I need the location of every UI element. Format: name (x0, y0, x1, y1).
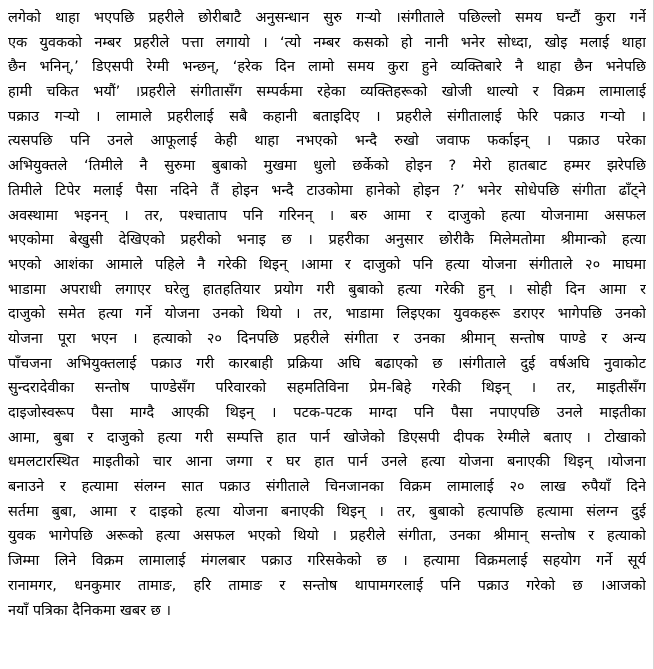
text-line: दाजुको समेत हत्या गर्ने योजना उनको थियो । तर, भाडामा लिइएका युवकहरू डराएर भागेपछि उनको (8, 306, 646, 323)
text-line: एक युवकको नम्बर प्रहरीले पत्ता लगायो । ‘त्यो नम्बर कसको हो नानी भनेर सोध्दा, खोइ मलाई थाहा (8, 34, 646, 51)
text-line: दाइजोस्वरूप पैसा माग्दै आएकी थिइन् । पटक-पटक माग्दा पनि पैसा नपाएपछि उनले माइतीका (8, 405, 646, 421)
text-line: भएको आशंका आमाले पहिले नै गरेकी थिइन् ।आमा र दाजुको पनि हत्या योजना संगीताले २० माघमा (8, 256, 646, 273)
text-line: भाडामा अपराधी लगाएर घरेलु हातहतियार प्रयोग गरी बुबाको हत्या गरेकी हुन् । सोही दिन आमा र (8, 281, 646, 298)
text-line: सुन्दरादेवीका सन्तोष पाण्डेसँग परिवारको सहमतिविना प्रेम-बिहे गरेकी थिइन् । तर, माइतीसँग (8, 380, 646, 397)
text-line: अभियुक्तले ‘तिमीले नै सुरुमा बुबाको मुखमा धुलो छर्केको होइन ? मेरो हातबाट हम्मर झरेपछि (8, 158, 646, 175)
text-line: त्यसपछि पनि उनले आफूलाई केही थाहा नभएको भन्दै रुखो जवाफ फर्काइन् । पक्राउ परेका (8, 133, 646, 150)
text-line: धमलटारस्थित माइतीको चार आना जग्गा र घर हात पार्न उनले हत्या योजना बनाएकी थिइन् ।योजना (8, 454, 646, 471)
text-line: भएकोमा बेखुसी देखिएको प्रहरीको भनाइ छ । प्रहरीका अनुसार छोरीकै मिलेमतोमा श्रीमान्को हत्या (8, 232, 646, 249)
text-line: पाँचजना अभियुक्तलाई पक्राउ गरी कारबाही प्रक्रिया अघि बढाएको छ ।संगीताले दुई वर्षअघि नुवाकोट (8, 355, 646, 372)
text-line: योजना पूरा भएन । हत्याको २० दिनपछि प्रहरीले संगीता र उनका श्रीमान् सन्तोष पाण्डे र अन्य (8, 330, 646, 347)
text-line: सर्तमा बुबा, आमा र दाइको हत्या योजना बनाएकी थिइन् । तर, बुबाको हत्यापछि हत्यामा संलग्न दुई (8, 503, 646, 520)
text-line: हामी चकित भयौं’ ।प्रहरीले संगीतासँग सम्पर्कमा रहेका व्यक्तिहरूको खोजी थाल्यो र विक्रम लामालाई (8, 84, 646, 101)
text-line: आमा, बुबा र दाजुको हत्या गरी सम्पत्ति हात पार्न खोजेको डिएसपी दीपक रेग्मीले बताए । टोखाको (8, 429, 646, 446)
text-line: अवस्थामा भइनन् । तर, पश्चाताप पनि गरिनन् । बरु आमा र दाजुको हत्या योजनामा असफल (8, 207, 646, 224)
text-line: छैन भनिन्,’ डिएसपी रेग्मी भन्छन्, ‘हरेक दिन लामो समय कुरा हुने व्यक्तिबारे नै थाहा छैन भनेपछि (8, 59, 646, 76)
text-line: तिमीले टिपेर मलाई पैसा नदिने तैं होइन भन्दै टाउकोमा हानेको होइन ?’ भनेर सोधेपछि संगीता ढाँट्ने (8, 182, 646, 199)
text-line-last: नयाँ पत्रिका दैनिकमा खबर छ । (8, 602, 171, 619)
text-line: लगेको थाहा भएपछि प्रहरीले छोरीबाटै अनुसन्धान सुरु गर्‍यो ।संगीताले पछिल्लो समय घन्टौं कुरा गर्ने (8, 10, 646, 26)
text-line: जिम्मा लिने विक्रम लामालाई मंगलबार पक्राउ गरिसकेको छ । हत्यामा विक्रमलाई सहयोग गर्ने सूर्य (8, 553, 646, 570)
text-line: युवक भागेपछि अरूको हत्या असफल भएको थियो । प्रहरीले संगीता, उनका श्रीमान् सन्तोष र हत्याको (8, 528, 646, 545)
text-line: पक्राउ गर्‍यो । लामाले प्रहरीलाई सबै कहानी बताइदिए । प्रहरीले संगीतालाई फेरि पक्राउ गर्‍यो । (8, 108, 646, 125)
text-line: बनाउने र हत्यामा संलग्न सात पक्राउ संगीताले चिनजानका विक्रम लामालाई २० लाख रुपैयाँ दिने (8, 479, 646, 496)
text-line: रानामगर, धनकुमार तामाङ, हरि तामाङ र सन्तोष थापामगरलाई पनि पक्राउ गरेको छ ।आजको (8, 577, 646, 594)
